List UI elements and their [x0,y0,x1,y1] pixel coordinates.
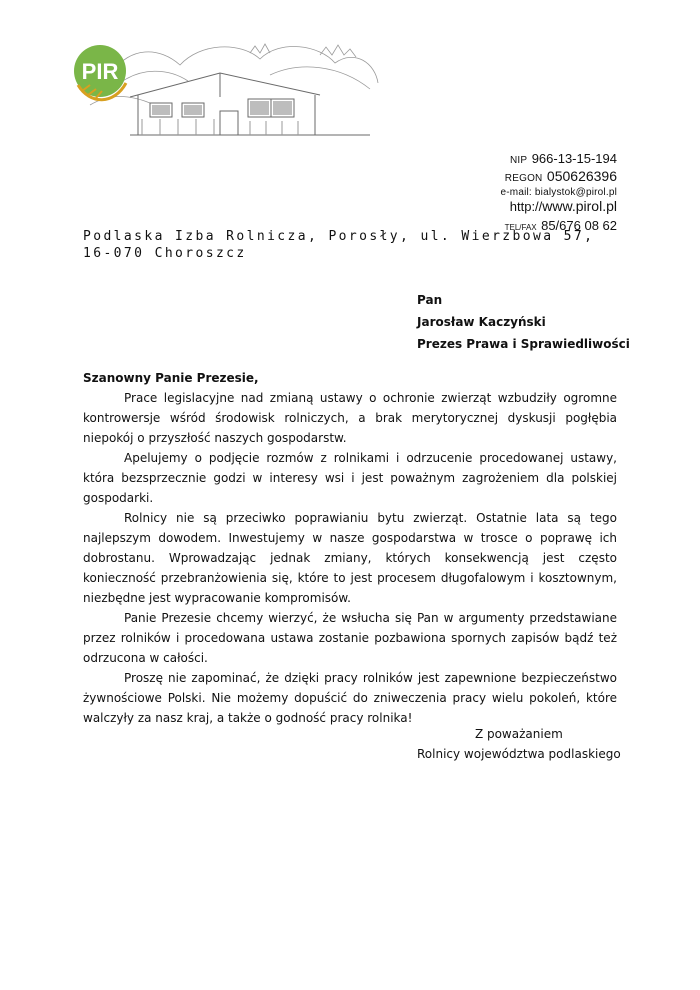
paragraph: Rolnicy nie są przeciwko poprawianiu bytu zwierząt. Ostatnie lata są tego najlepszym dowodem. Inwestujemy w nasze gospodarstwa w trosce o poprawę ich dobrostanu. Wprowadzając jednak zmiany, których konsekwencją jest często konieczność przebranżowienia się, które to jest procesem długofalowym i kosztownym, niezbędne jest wypracowanie kompromisów. [83,511,617,605]
recipient-line-2: Jarosław Kaczyński [417,315,546,329]
contact-block [501,150,618,235]
closing-line-2: Rolnicy województwa podlaskiego [417,747,621,761]
pir-logo [74,45,126,100]
letter-body [83,368,617,728]
email-line: e-mail: bialystok@pirol.pl [500,186,617,198]
regon-value: 050626396 [546,168,617,185]
tel-value: 85/676 08 62 [541,217,617,233]
closing-block [417,724,621,764]
nip-label: NIP [509,155,528,166]
letterhead-graphic [70,35,382,139]
www-prefix: http:// [509,199,543,215]
tel-label: TEL/FAX [504,222,537,232]
regon-line [501,168,618,186]
nip-value: 966-13-15-194 [531,151,617,166]
www-line [501,198,618,216]
paragraph: Panie Prezesie chcemy wierzyć, że wsłucha się Pan w argumenty przedstawiane przez rolników i procedowana ustawa zostanie pozbawiona spornych zapisów bądź też odrzucona w całości. [83,611,617,665]
paragraph: Proszę nie zapominać, że dzięki pracy rolników jest zapewnione bezpieczeństwo żywnościowe Polski. Nie możemy dopuścić do zniweczenia pracy wielu pokoleń, które walczyły za nasz kraj, a także o godność pracy rolnika! [83,671,617,725]
recipient-block [417,289,630,355]
building-sketch-illustration [70,35,382,139]
salutation: Szanowny Panie Prezesie, [83,371,259,385]
recipient-line-1: Pan [417,293,443,307]
recipient-line-3: Prezes Prawa i Sprawiedliwości [417,337,630,351]
regon-label: REGON [504,173,543,185]
nip-line [501,150,618,168]
sender-address: Podlaska Izba Rolnicza, Porosły, ul. Wierzbowa 57, 16-070 Choroszcz [83,229,595,261]
paragraph: Prace legislacyjne nad zmianą ustawy o ochronie zwierząt wzbudziły ogromne kontrowersje wśród środowisk rolniczych, a brak merytorycznej dyskusji pogłębia niepokój o przyszłość naszych gospodarstw. [83,391,617,445]
www-value: www.pirol.pl [542,198,617,215]
logo-text: PIR [81,59,119,84]
closing-line-1: Z poważaniem [474,727,563,741]
paragraph: Apelujemy o podjęcie rozmów z rolnikami i odrzucenie procedowanej ustawy, która bezsprzecznie godzi w interesy wsi i jest poważnym zagrożeniem dla polskiej gospodarki. [83,451,617,505]
